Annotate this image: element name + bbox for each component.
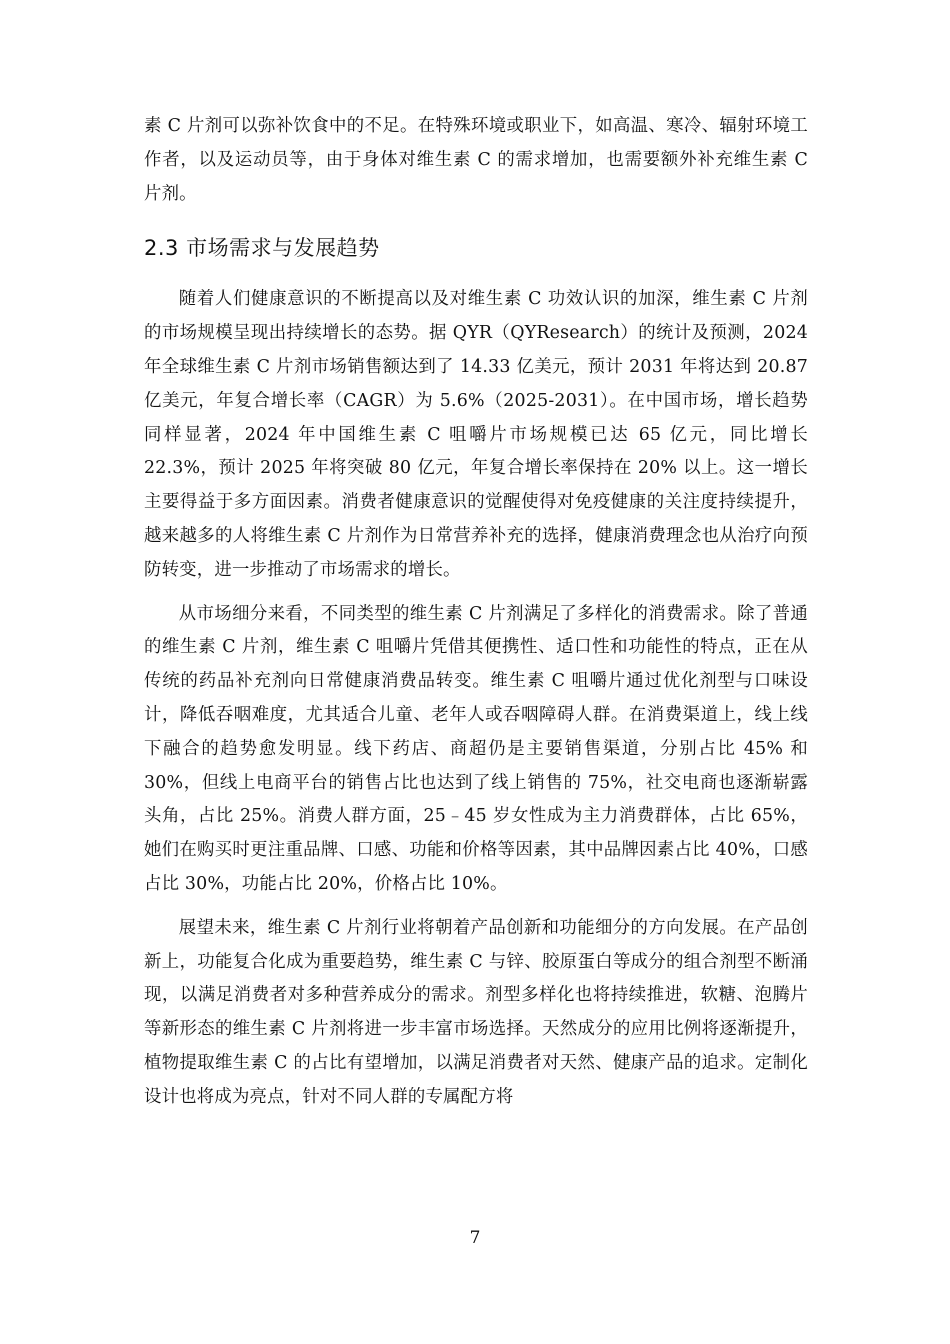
page-body xyxy=(144,110,808,1115)
body-paragraph-market-segments: 从市场细分来看，不同类型的维生素 C 片剂满足了多样化的消费需求。除了普通的维生素 C 片剂，维生素 C 咀嚼片凭借其便携性、适口性和功能性的特点，正在从传统的药品补充剂向日常健康消费品转变。维生素 C 咀嚼片通过优化剂型与口味设计，降低吞咽难度，尤其适合儿童、老年人或吞咽障碍人群。在消费渠道上，线上线下融合的趋势愈发明显。线下药店、商超仍是主要销售渠道，分别占比 45% 和 30%，但线上电商平台的销售占比也达到了线上销售的 75%，社交电商也逐渐崭露头角，占比 25%。消费人群方面，25﹣45 岁女性成为主力消费群体，占比 65%，她们在购买时更注重品牌、口感、功能和价格等因素，其中品牌因素占比 40%，口感占比 30%，功能占比 20%，价格占比 10%。 xyxy=(144,603,808,894)
section-heading: 2.3 市场需求与发展趋势 xyxy=(144,236,380,261)
continued-paragraph: 素 C 片剂可以弥补饮食中的不足。在特殊环境或职业下，如高温、寒冷、辐射环境工作者，以及运动员等，由于身体对维生素 C 的需求增加，也需要额外补充维生素 C 片剂。 xyxy=(144,116,808,204)
body-paragraph-outlook: 展望未来，维生素 C 片剂行业将朝着产品创新和功能细分的方向发展。在产品创新上，功能复合化成为重要趋势，维生素 C 与锌、胶原蛋白等成分的组合剂型不断涌现，以满足消费者对多种营养成分的需求。剂型多样化也将持续推进，软糖、泡腾片等新形态的维生素 C 片剂将进一步丰富市场选择。天然成分的应用比例将逐渐提升，植物提取维生素 C 的占比有望增加，以满足消费者对天然、健康产品的追求。定制化设计也将成为亮点，针对不同人群的专属配方将 xyxy=(144,917,808,1107)
body-paragraph-market-size: 随着人们健康意识的不断提高以及对维生素 C 功效认识的加深，维生素 C 片剂的市场规模呈现出持续增长的态势。据 QYR（QYResearch）的统计及预测，2024 年全球维生素 C 片剂市场销售额达到了 14.33 亿美元，预计 2031 年将达到 20.87 亿美元，年复合增长率（CAGR）为 5.6%（2025-2031）。在中国市场，增长趋势同样显著，2024 年中国维生素 C 咀嚼片市场规模已达 65 亿元，同比增长 22.3%，预计 2025 年将突破 80 亿元，年复合增长率保持在 20% 以上。这一增长主要得益于多方面因素。消费者健康意识的觉醒使得对免疫健康的关注度持续提升，越来越多的人将维生素 C 片剂作为日常营养补充的选择，健康消费理念也从治疗向预防转变，进一步推动了市场需求的增长。 xyxy=(144,289,808,580)
page-number: 7 xyxy=(469,1228,481,1248)
